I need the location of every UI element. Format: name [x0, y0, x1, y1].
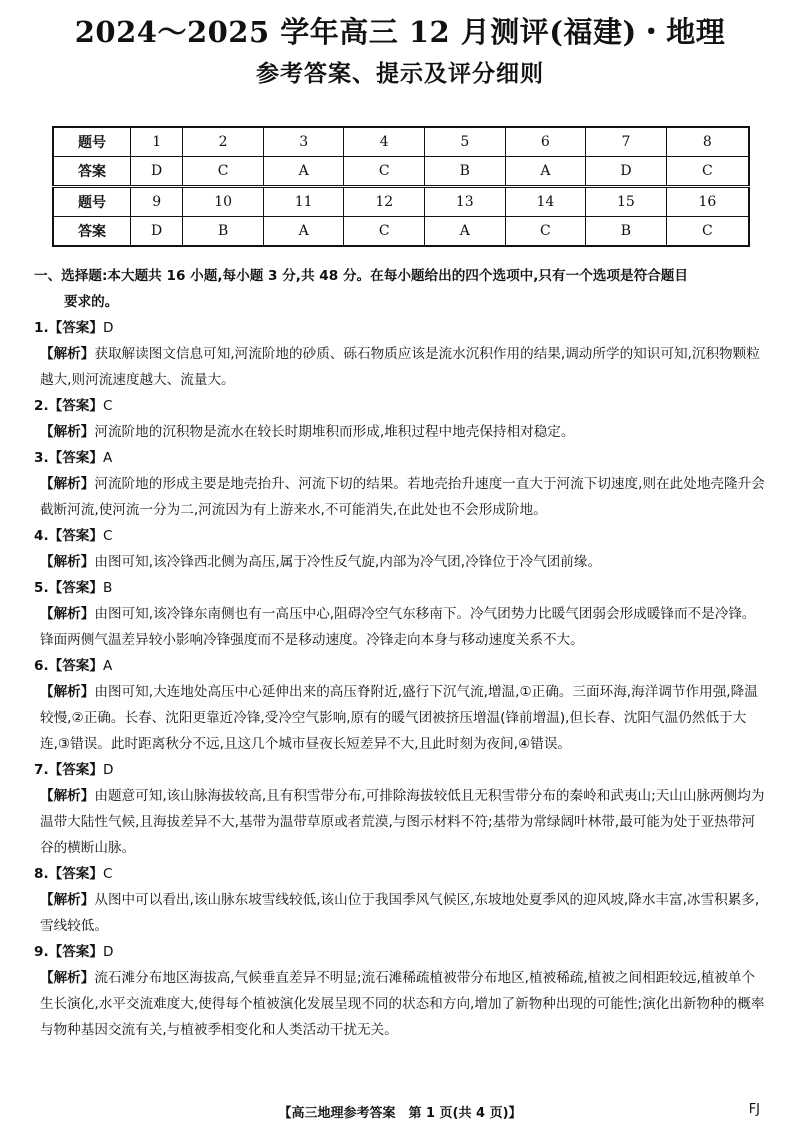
page-subtitle: 参考答案、提示及评分细则 — [256, 60, 544, 87]
analysis-tag: 【解析】 — [40, 346, 95, 362]
answer-value: C — [103, 528, 113, 544]
footer-page-info: 【高三地理参考答案 第 1 页(共 4 页)】 — [278, 1106, 522, 1121]
question-number: 16 — [666, 187, 749, 217]
row-label-number: 题号 — [53, 127, 131, 157]
page-title: 2024～2025 学年高三 12 月测评(福建)・地理 — [74, 15, 726, 49]
analysis-tag: 【解析】 — [40, 606, 95, 622]
answer-tag: 【答案】 — [48, 528, 103, 544]
analysis — [34, 887, 768, 939]
question-number: 15 — [586, 187, 667, 217]
question-num: 5. — [34, 580, 49, 596]
question-num: 1. — [34, 320, 49, 336]
answer-line — [34, 445, 768, 471]
answer-tag: 【答案】 — [48, 398, 103, 414]
analysis-text: 从图中可以看出,该山脉东坡雪线较低,该山位于我国季风气候区,东坡地处夏季风的迎风坡,降水丰富,冰雪积累多,雪线较低。 — [40, 892, 760, 934]
answer-line — [34, 861, 768, 887]
analysis — [34, 549, 768, 575]
answer-cell: B — [425, 157, 506, 187]
analysis-tag: 【解析】 — [40, 788, 95, 804]
question-number: 6 — [505, 127, 586, 157]
analysis-text: 由题意可知,该山脉海拔较高,且有积雪带分布,可排除海拔较低且无积雪带分布的秦岭和武夷山;天山山脉两侧均为温带大陆性气候,且海拔差异不大,基带为温带草原或者荒漠,与图示材料不符;基带为常绿阔叶林带,最可能为处于亚热带河谷的横断山脉。 — [40, 788, 765, 856]
answer-cell: C — [183, 157, 264, 187]
analysis-tag: 【解析】 — [40, 476, 95, 492]
question-num: 2. — [34, 398, 49, 414]
question-item — [34, 653, 768, 757]
answer-cell: B — [183, 217, 264, 247]
answer-line — [34, 653, 768, 679]
question-item — [34, 861, 768, 939]
answer-line — [34, 523, 768, 549]
answer-tag: 【答案】 — [48, 320, 103, 336]
answer-cell: C — [344, 217, 425, 247]
analysis-tag: 【解析】 — [40, 554, 95, 570]
question-number: 9 — [131, 187, 183, 217]
analysis — [34, 601, 768, 653]
question-item — [34, 939, 768, 1043]
analysis — [34, 471, 768, 523]
analysis-text: 河流阶地的形成主要是地壳抬升、河流下切的结果。若地壳抬升速度一直大于河流下切速度,则在此处地壳隆升会截断河流,使河流一分为二,河流因为有上游来水,不可能消失,在此处也不会形成阶地。 — [40, 476, 765, 518]
answer-value: C — [103, 398, 113, 414]
analysis-tag: 【解析】 — [40, 970, 95, 986]
table-row — [53, 157, 749, 187]
row-label-answer: 答案 — [53, 157, 131, 187]
answer-cell: C — [666, 217, 749, 247]
answer-line — [34, 315, 768, 341]
answer-line — [34, 575, 768, 601]
answer-value: D — [103, 320, 114, 336]
question-num: 6. — [34, 658, 49, 674]
answer-cell: D — [131, 217, 183, 247]
answer-cell: B — [586, 217, 667, 247]
question-number: 10 — [183, 187, 264, 217]
question-number: 1 — [131, 127, 183, 157]
question-number: 5 — [425, 127, 506, 157]
answer-cell: D — [586, 157, 667, 187]
analysis-tag: 【解析】 — [40, 892, 95, 908]
answer-tag: 【答案】 — [48, 866, 103, 882]
section-heading — [34, 263, 768, 315]
answer-tag: 【答案】 — [48, 580, 103, 596]
answer-tag: 【答案】 — [48, 658, 103, 674]
analysis — [34, 965, 768, 1043]
analysis — [34, 419, 768, 445]
analysis — [34, 341, 768, 393]
analysis — [34, 783, 768, 861]
analysis-text: 流石滩分布地区海拔高,气候垂直差异不明显;流石滩稀疏植被带分布地区,植被稀疏,植被之间相距较远,植被单个生长演化,水平交流难度大,使得每个植被演化发展呈现不同的状态和方向,增加了新物种出现的可能性;演化出新物种的概率与物种基因交流有关,与植被季相变化和人类活动干扰无关。 — [40, 970, 765, 1038]
analysis-text: 由图可知,大连地处高压中心延伸出来的高压脊附近,盛行下沉气流,增温,①正确。三面环海,海洋调节作用强,降温较慢,②正确。长春、沈阳更靠近冷锋,受冷空气影响,原有的暖气团被挤压增温(锋前增温),但长春、沈阳气温仍然低于大连,③错误。此时距离秋分不远,且这几个城市昼夜长短差异不大,且此时刻为夜间,④错误。 — [40, 684, 758, 752]
question-item — [34, 523, 768, 575]
question-item — [34, 575, 768, 653]
answer-value: C — [103, 866, 113, 882]
answer-cell: A — [505, 157, 586, 187]
answer-line — [34, 757, 768, 783]
answer-value: D — [103, 944, 114, 960]
question-item — [34, 757, 768, 861]
analysis-text: 获取解读图文信息可知,河流阶地的砂质、砾石物质应该是流水沉积作用的结果,调动所学的知识可知,沉积物颗粒越大,则河流速度越大、流量大。 — [40, 346, 760, 388]
question-num: 7. — [34, 762, 49, 778]
question-number: 13 — [425, 187, 506, 217]
answer-cell: C — [505, 217, 586, 247]
answer-value: B — [103, 580, 113, 596]
table-row — [53, 127, 749, 157]
answer-cell: A — [425, 217, 506, 247]
question-number: 12 — [344, 187, 425, 217]
footer-region-code: FJ — [748, 1102, 760, 1117]
answer-cell: C — [666, 157, 749, 187]
row-label-number: 题号 — [53, 187, 131, 217]
answer-tag: 【答案】 — [48, 944, 103, 960]
answer-cell: C — [344, 157, 425, 187]
question-num: 8. — [34, 866, 49, 882]
question-number: 14 — [505, 187, 586, 217]
section-heading-line: 要求的。 — [64, 294, 119, 310]
question-number: 2 — [183, 127, 264, 157]
question-number: 3 — [263, 127, 344, 157]
answer-table — [52, 126, 750, 247]
analysis-text: 河流阶地的沉积物是流水在较长时期堆积而形成,堆积过程中地壳保持相对稳定。 — [94, 424, 575, 440]
answer-value: A — [103, 658, 113, 674]
answer-cell: A — [263, 217, 344, 247]
question-item — [34, 445, 768, 523]
answer-explanations — [34, 263, 768, 1043]
analysis — [34, 679, 768, 757]
question-number: 4 — [344, 127, 425, 157]
analysis-tag: 【解析】 — [40, 424, 95, 440]
question-number: 11 — [263, 187, 344, 217]
row-label-answer: 答案 — [53, 217, 131, 247]
question-item — [34, 393, 768, 445]
table-row — [53, 217, 749, 247]
analysis-tag: 【解析】 — [40, 684, 95, 700]
answer-value: D — [103, 762, 114, 778]
answer-tag: 【答案】 — [48, 762, 103, 778]
answer-line — [34, 393, 768, 419]
question-num: 4. — [34, 528, 49, 544]
question-num: 3. — [34, 450, 49, 466]
question-number: 7 — [586, 127, 667, 157]
question-number: 8 — [666, 127, 749, 157]
answer-line — [34, 939, 768, 965]
answer-value: A — [103, 450, 113, 466]
table-row — [53, 187, 749, 217]
answer-tag: 【答案】 — [48, 450, 103, 466]
question-item — [34, 315, 768, 393]
analysis-text: 由图可知,该冷锋东南侧也有一高压中心,阻碍冷空气东移南下。冷气团势力比暖气团弱会形成暖锋而不是冷锋。锋面两侧气温差异较小影响冷锋强度而不是移动速度。冷锋走向本身与移动速度关系不大。 — [40, 606, 756, 648]
answer-cell: A — [263, 157, 344, 187]
question-num: 9. — [34, 944, 49, 960]
section-heading-line: 一、选择题:本大题共 16 小题,每小题 3 分,共 48 分。在每小题给出的四个选项中,只有一个选项是符合题目 — [34, 268, 688, 284]
answer-cell: D — [131, 157, 183, 187]
analysis-text: 由图可知,该冷锋西北侧为高压,属于冷性反气旋,内部为冷气团,冷锋位于冷气团前缘。 — [94, 554, 602, 570]
